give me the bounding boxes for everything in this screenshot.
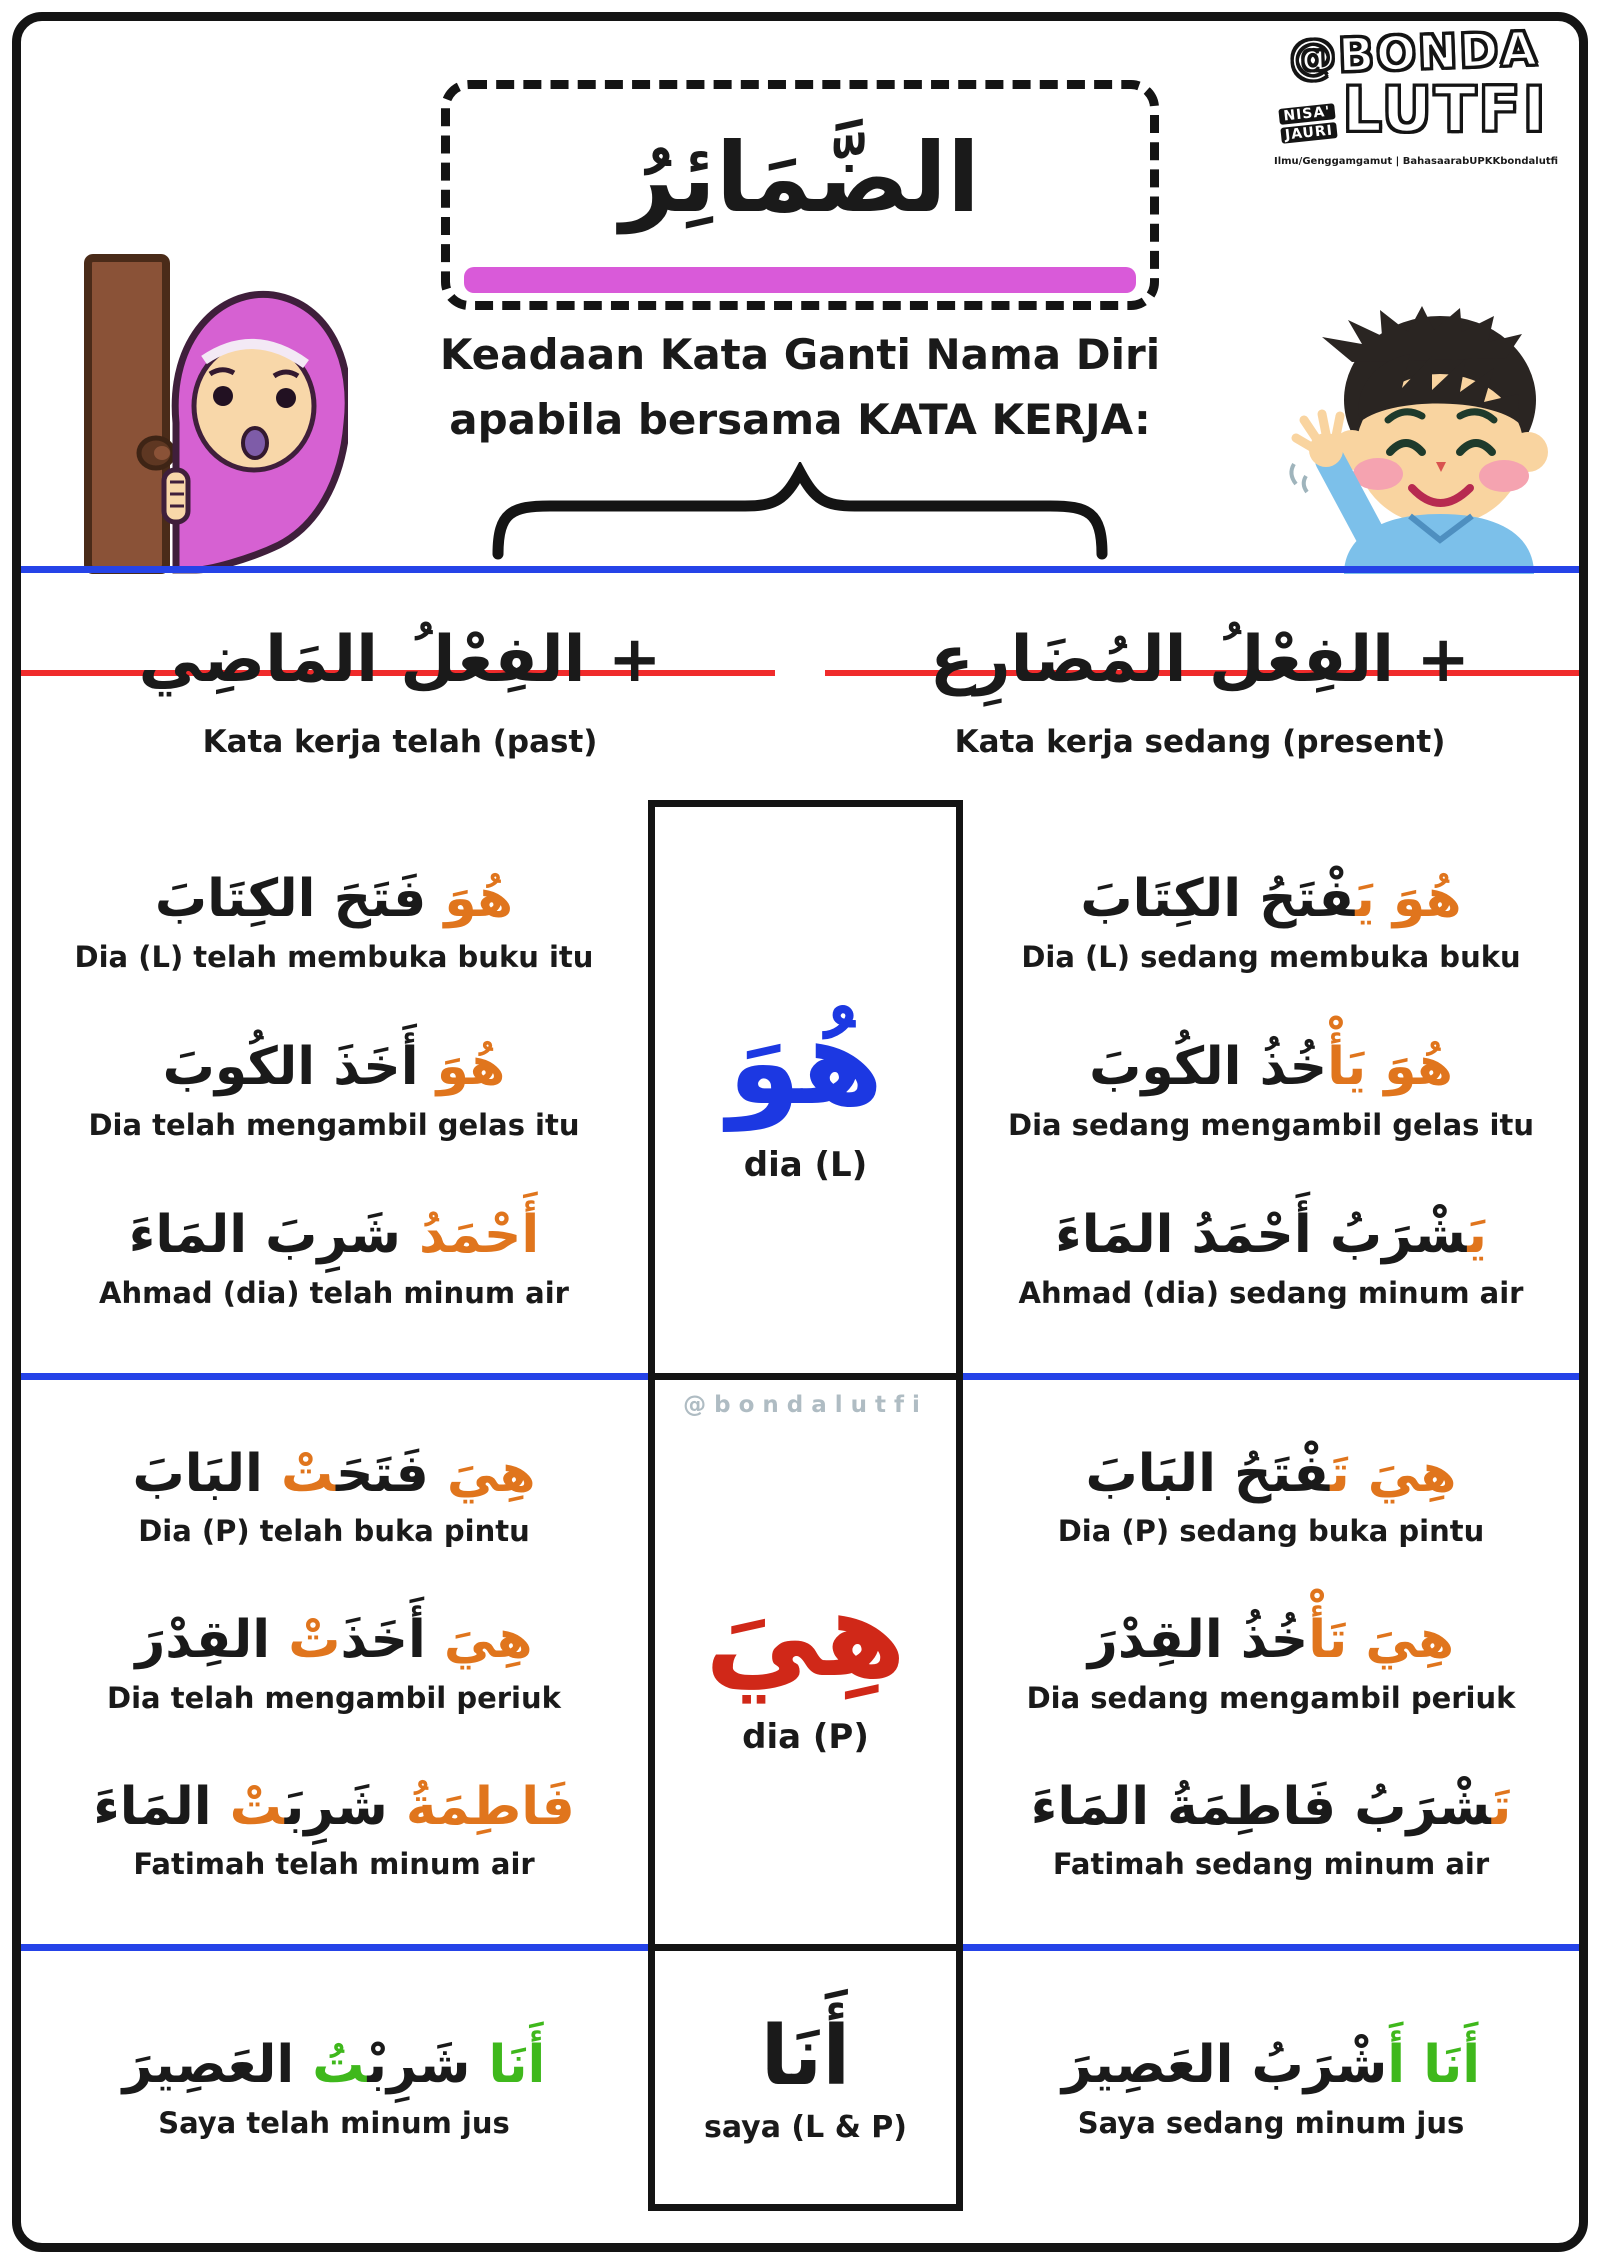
title-highlight-bar [464, 267, 1136, 293]
arabic-sentence: هِيَ فَتَحَتْ البَابَ [132, 1443, 536, 1504]
arabic-sentence: أَحْمَدُ شَرِبَ المَاءَ [128, 1205, 540, 1266]
column-header-present [824, 580, 1576, 740]
sentence-translation: Ahmad (dia) sedang minum air [1018, 1275, 1524, 1310]
sentence-translation: Ahmad (dia) telah minum air [99, 1275, 569, 1310]
pronoun-arabic: هُوَ [727, 993, 884, 1132]
sentence-block [1021, 862, 1520, 973]
row-divider [21, 1373, 648, 1380]
row-divider [963, 1944, 1579, 1951]
arabic-sentence: يَشْرَبُ أَحْمَدُ المَاءَ [1055, 1205, 1487, 1266]
sentence-translation: Dia (L) sedang membuka buku [1021, 939, 1521, 974]
sentence-block [1008, 1030, 1534, 1141]
pronoun-label: dia (L) [743, 1144, 868, 1185]
watermark-text: @bondalutfi [683, 1392, 928, 1418]
brace-icon [480, 462, 1120, 562]
arabic-sentence: أَنَا أَشْرَبُ العَصِيرَ [1061, 2035, 1481, 2096]
pronoun-label: dia (P) [742, 1716, 869, 1757]
logo-footer [1273, 144, 1559, 180]
brand-logo [1273, 21, 1559, 180]
present-row-huwa [966, 806, 1576, 1366]
sentence-block [93, 1770, 575, 1881]
sentence-block [1027, 1603, 1516, 1714]
column-header-past [24, 580, 776, 740]
arabic-sentence: هِيَ تَفْتَحُ البَابَ [1085, 1443, 1457, 1504]
sentence-translation: Saya sedang minum jus [1077, 2105, 1465, 2140]
logo-tagline: Ilmu/Genggamgamut | BahasaarabUPKKbondalutfi [1273, 156, 1559, 167]
arabic-sentence: هُوَ فَتَحَ الكِتَابَ [154, 869, 514, 930]
pronoun-box [648, 800, 963, 2211]
sentence-block [75, 862, 594, 973]
subtitle [0, 322, 1600, 452]
arabic-sentence: هِيَ أَخَذَتْ القِدْرَ [135, 1610, 533, 1671]
pronoun-arabic: هِيَ [704, 1565, 907, 1704]
arabic-sentence: فَاطِمَةُ شَرِبَتْ المَاءَ [93, 1776, 575, 1837]
sentence-translation: Dia telah mengambil periuk [107, 1680, 561, 1715]
title-box [441, 80, 1159, 310]
past-row-ana [28, 1950, 640, 2218]
sentence-block [107, 1603, 561, 1714]
sentence-translation: Dia (L) telah membuka buku itu [74, 939, 594, 974]
pronoun-arabic: أَنَا [760, 2008, 851, 2104]
logo-handle-top: @BONDA [1288, 21, 1540, 86]
sentence-translation: Fatimah telah minum air [133, 1847, 535, 1882]
ground-divider-line [21, 566, 1579, 573]
sentence-block [1058, 1437, 1485, 1548]
sentence-block [1019, 1198, 1524, 1309]
sentence-translation: Saya telah minum jus [158, 2105, 510, 2140]
pronoun-cell-huwa [655, 807, 956, 1373]
past-row-hiya [28, 1382, 640, 1936]
arabic-sentence: هُوَ يَفْتَحُ الكِتَابَ [1080, 869, 1462, 930]
sentence-translation: Fatimah sedang minum air [1052, 1847, 1490, 1882]
logo-small-line2: JAURI [1281, 122, 1338, 144]
past-heading-note: Kata kerja telah (past) [202, 724, 598, 760]
logo-handle-bottom: LUTFI [1342, 73, 1548, 146]
pronoun-cell-hiya [655, 1373, 956, 1944]
logo-small-tags [1279, 103, 1338, 144]
sentence-block [123, 2028, 546, 2139]
present-heading-arabic: + الفِعْلُ المُضَارِع [930, 622, 1470, 697]
sentence-translation: Dia (P) sedang buka pintu [1057, 1514, 1485, 1549]
past-row-huwa [28, 806, 640, 1366]
arabic-sentence: أَنَا شَرِبْتُ العَصِيرَ [122, 2035, 546, 2096]
present-row-hiya [966, 1382, 1576, 1936]
row-divider [963, 1373, 1579, 1380]
logo-middle-row [1274, 73, 1554, 146]
sentence-block [1062, 2028, 1480, 2139]
sentence-block [88, 1030, 579, 1141]
sentence-translation: Dia sedang mengambil periuk [1026, 1680, 1516, 1715]
sentence-block [132, 1437, 535, 1548]
row-divider [21, 1944, 648, 1951]
sentence-translation: Dia (P) telah buka pintu [138, 1514, 530, 1549]
logo-small-line1: NISA' [1279, 103, 1336, 125]
present-row-ana [966, 1950, 1576, 2218]
subtitle-line1: Keadaan Kata Ganti Nama Diri [439, 330, 1161, 379]
past-heading-arabic: + الفِعْلُ المَاضِي [138, 622, 662, 697]
sentence-translation: Dia telah mengambil gelas itu [88, 1107, 580, 1142]
arabic-sentence: هِيَ تَأْخُذُ القِدْرَ [1087, 1610, 1455, 1671]
page-title: الضَّمَائِرُ [620, 122, 980, 234]
subtitle-line2: apabila bersama KATA KERJA: [449, 395, 1151, 445]
arabic-sentence: تَشْرَبُ فَاطِمَةُ المَاءَ [1030, 1776, 1512, 1837]
arabic-sentence: هُوَ يَأْخُذُ الكُوبَ [1089, 1037, 1453, 1098]
pronoun-cell-ana [655, 1944, 956, 2204]
present-heading-note: Kata kerja sedang (present) [954, 724, 1446, 760]
arabic-sentence: هُوَ أَخَذَ الكُوبَ [162, 1037, 506, 1098]
sentence-block [1031, 1770, 1512, 1881]
sentence-translation: Dia sedang mengambil gelas itu [1008, 1107, 1534, 1142]
sentence-block [99, 1198, 569, 1309]
pronoun-label: saya (L & P) [704, 2110, 907, 2146]
